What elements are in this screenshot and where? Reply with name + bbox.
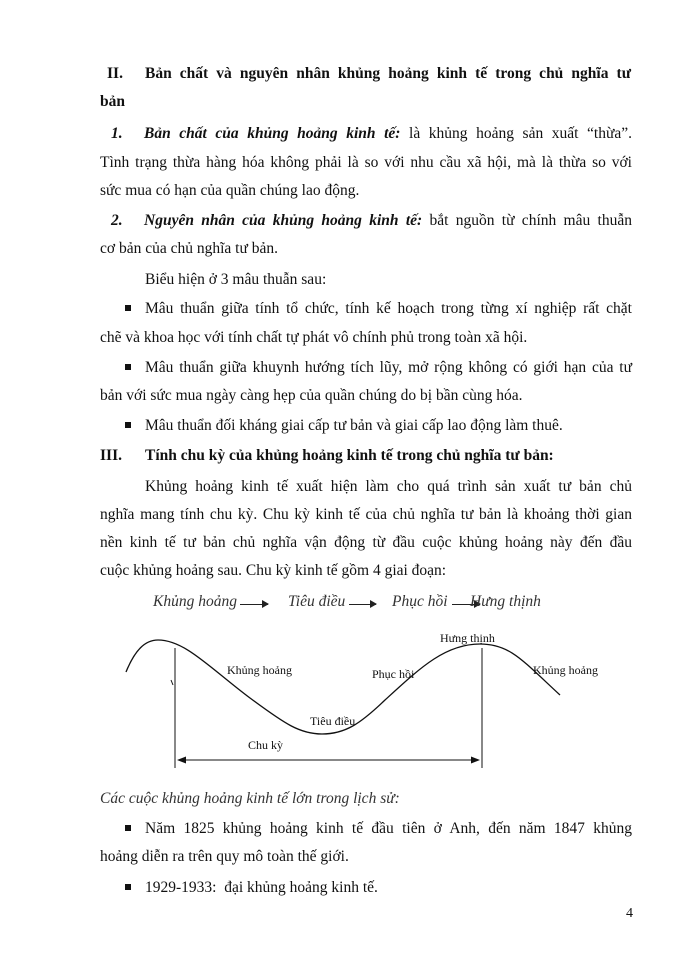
history-item-1-line-1: Năm 1825 khủng hoảng kinh tế đầu tiên ở Anh, đến năm 1847 khủng [145, 820, 632, 837]
flow-step-recovery: Phục hồi [392, 593, 448, 610]
cycle-para-line-3: nền kinh tế tư bản chủ nghĩa vận động từ đầu cuộc khủng hoảng này đến đầu [100, 534, 632, 551]
contradiction-1-line-1: Mâu thuẩn giữa tính tổ chức, tính kế hoạch trong từng xí nghiệp rất chặt [145, 300, 632, 317]
section-3-number: III. [100, 447, 122, 464]
arrow-right-icon [349, 604, 376, 605]
contradiction-2-line-2: bản với sức mua ngày càng hẹp của quần chúng do bị bần cùng hóa. [100, 387, 523, 404]
diagram-label-cycle: Chu kỳ [248, 738, 284, 752]
cycle-para-line-1: Khủng hoảng kinh tế xuất hiện làm cho quá trình sản xuất tư bản chủ [145, 478, 632, 495]
history-heading: Các cuộc khủng hoảng kinh tế lớn trong lịch sử: [100, 790, 400, 807]
item-1-line-2: Tình trạng thừa hàng hóa không phải là so với nhu cầu xã hội, mà là thừa so với [100, 154, 632, 171]
bullet-marker [125, 884, 131, 890]
contradictions-intro: Biểu hiện ở 3 mâu thuẫn sau: [145, 271, 327, 288]
stray-mark [171, 680, 173, 685]
contradiction-1-line-2: chẽ và khoa học với tính chất tự phát vô chính phủ trong toàn xã hội. [100, 329, 528, 346]
item-2-line-2: cơ bản của chủ nghĩa tư bản. [100, 240, 278, 257]
contradiction-3-line-1: Mâu thuẩn đối kháng giai cấp tư bản và giai cấp lao động làm thuê. [145, 417, 563, 434]
item-1-label: Bản chất của khủng hoảng kinh tế: [144, 125, 401, 142]
item-2-text: bắt nguồn từ chính mâu thuẫn [429, 212, 632, 229]
bullet-marker [125, 305, 131, 311]
cycle-para-line-4: cuộc khủng hoảng sau. Chu kỳ kinh tế gồm 4 giai đoạn: [100, 562, 447, 579]
diagram-label-depression: Tiêu điều [310, 714, 356, 728]
item-2-first-line [144, 210, 632, 232]
item-2-label: Nguyên nhân của khủng hoảng kinh tế: [144, 212, 423, 229]
arrow-right-icon [240, 604, 268, 605]
page-number: 4 [626, 906, 633, 921]
cycle-para-line-2: nghĩa mang tính chu kỳ. Chu kỳ kinh tế của chủ nghĩa tư bản là khoảng thời gian [100, 506, 632, 523]
flow-step-crisis: Khủng hoảng [153, 593, 237, 610]
flow-step-depression: Tiêu điều [288, 593, 346, 610]
section-2-title-cont: bản [100, 93, 125, 110]
contradiction-2-line-1: Mâu thuẩn giữa khuynh hướng tích lũy, mở rộng không có giới hạn của tư [145, 359, 632, 376]
arrow-left-icon [177, 757, 186, 764]
bullet-marker [125, 364, 131, 370]
diagram-label-crisis-left: Khủng hoảng [227, 663, 292, 677]
bullet-marker [125, 825, 131, 831]
item-1-first-line [144, 123, 632, 145]
bullet-marker [125, 422, 131, 428]
item-2-number: 2. [111, 212, 123, 229]
item-1-line-3: sức mua có hạn của quần chúng lao động. [100, 182, 360, 199]
item-1-number: 1. [111, 125, 123, 142]
history-item-2-line-1: 1929-1933: đại khủng hoảng kinh tế. [145, 879, 378, 896]
diagram-label-boom: Hưng thịnh [440, 631, 495, 645]
history-item-1-line-2: hoảng diễn ra trên quy mô toàn thế giới. [100, 848, 349, 865]
diagram-label-crisis-right: Khủng hoảng [533, 663, 598, 677]
item-1-text: là khủng hoảng sản xuất “thừa”. [409, 125, 633, 142]
arrow-right-icon [471, 757, 480, 764]
section-2-number: II. [107, 65, 123, 82]
section-3-title: Tính chu kỳ của khủng hoảng kinh tế trong chủ nghĩa tư bản: [145, 447, 554, 464]
section-2-title: Bản chất và nguyên nhân khủng hoảng kinh tế trong chủ nghĩa tư [145, 65, 631, 82]
flow-step-boom: Hưng thịnh [470, 593, 541, 610]
diagram-label-recovery: Phục hồi [372, 667, 415, 681]
